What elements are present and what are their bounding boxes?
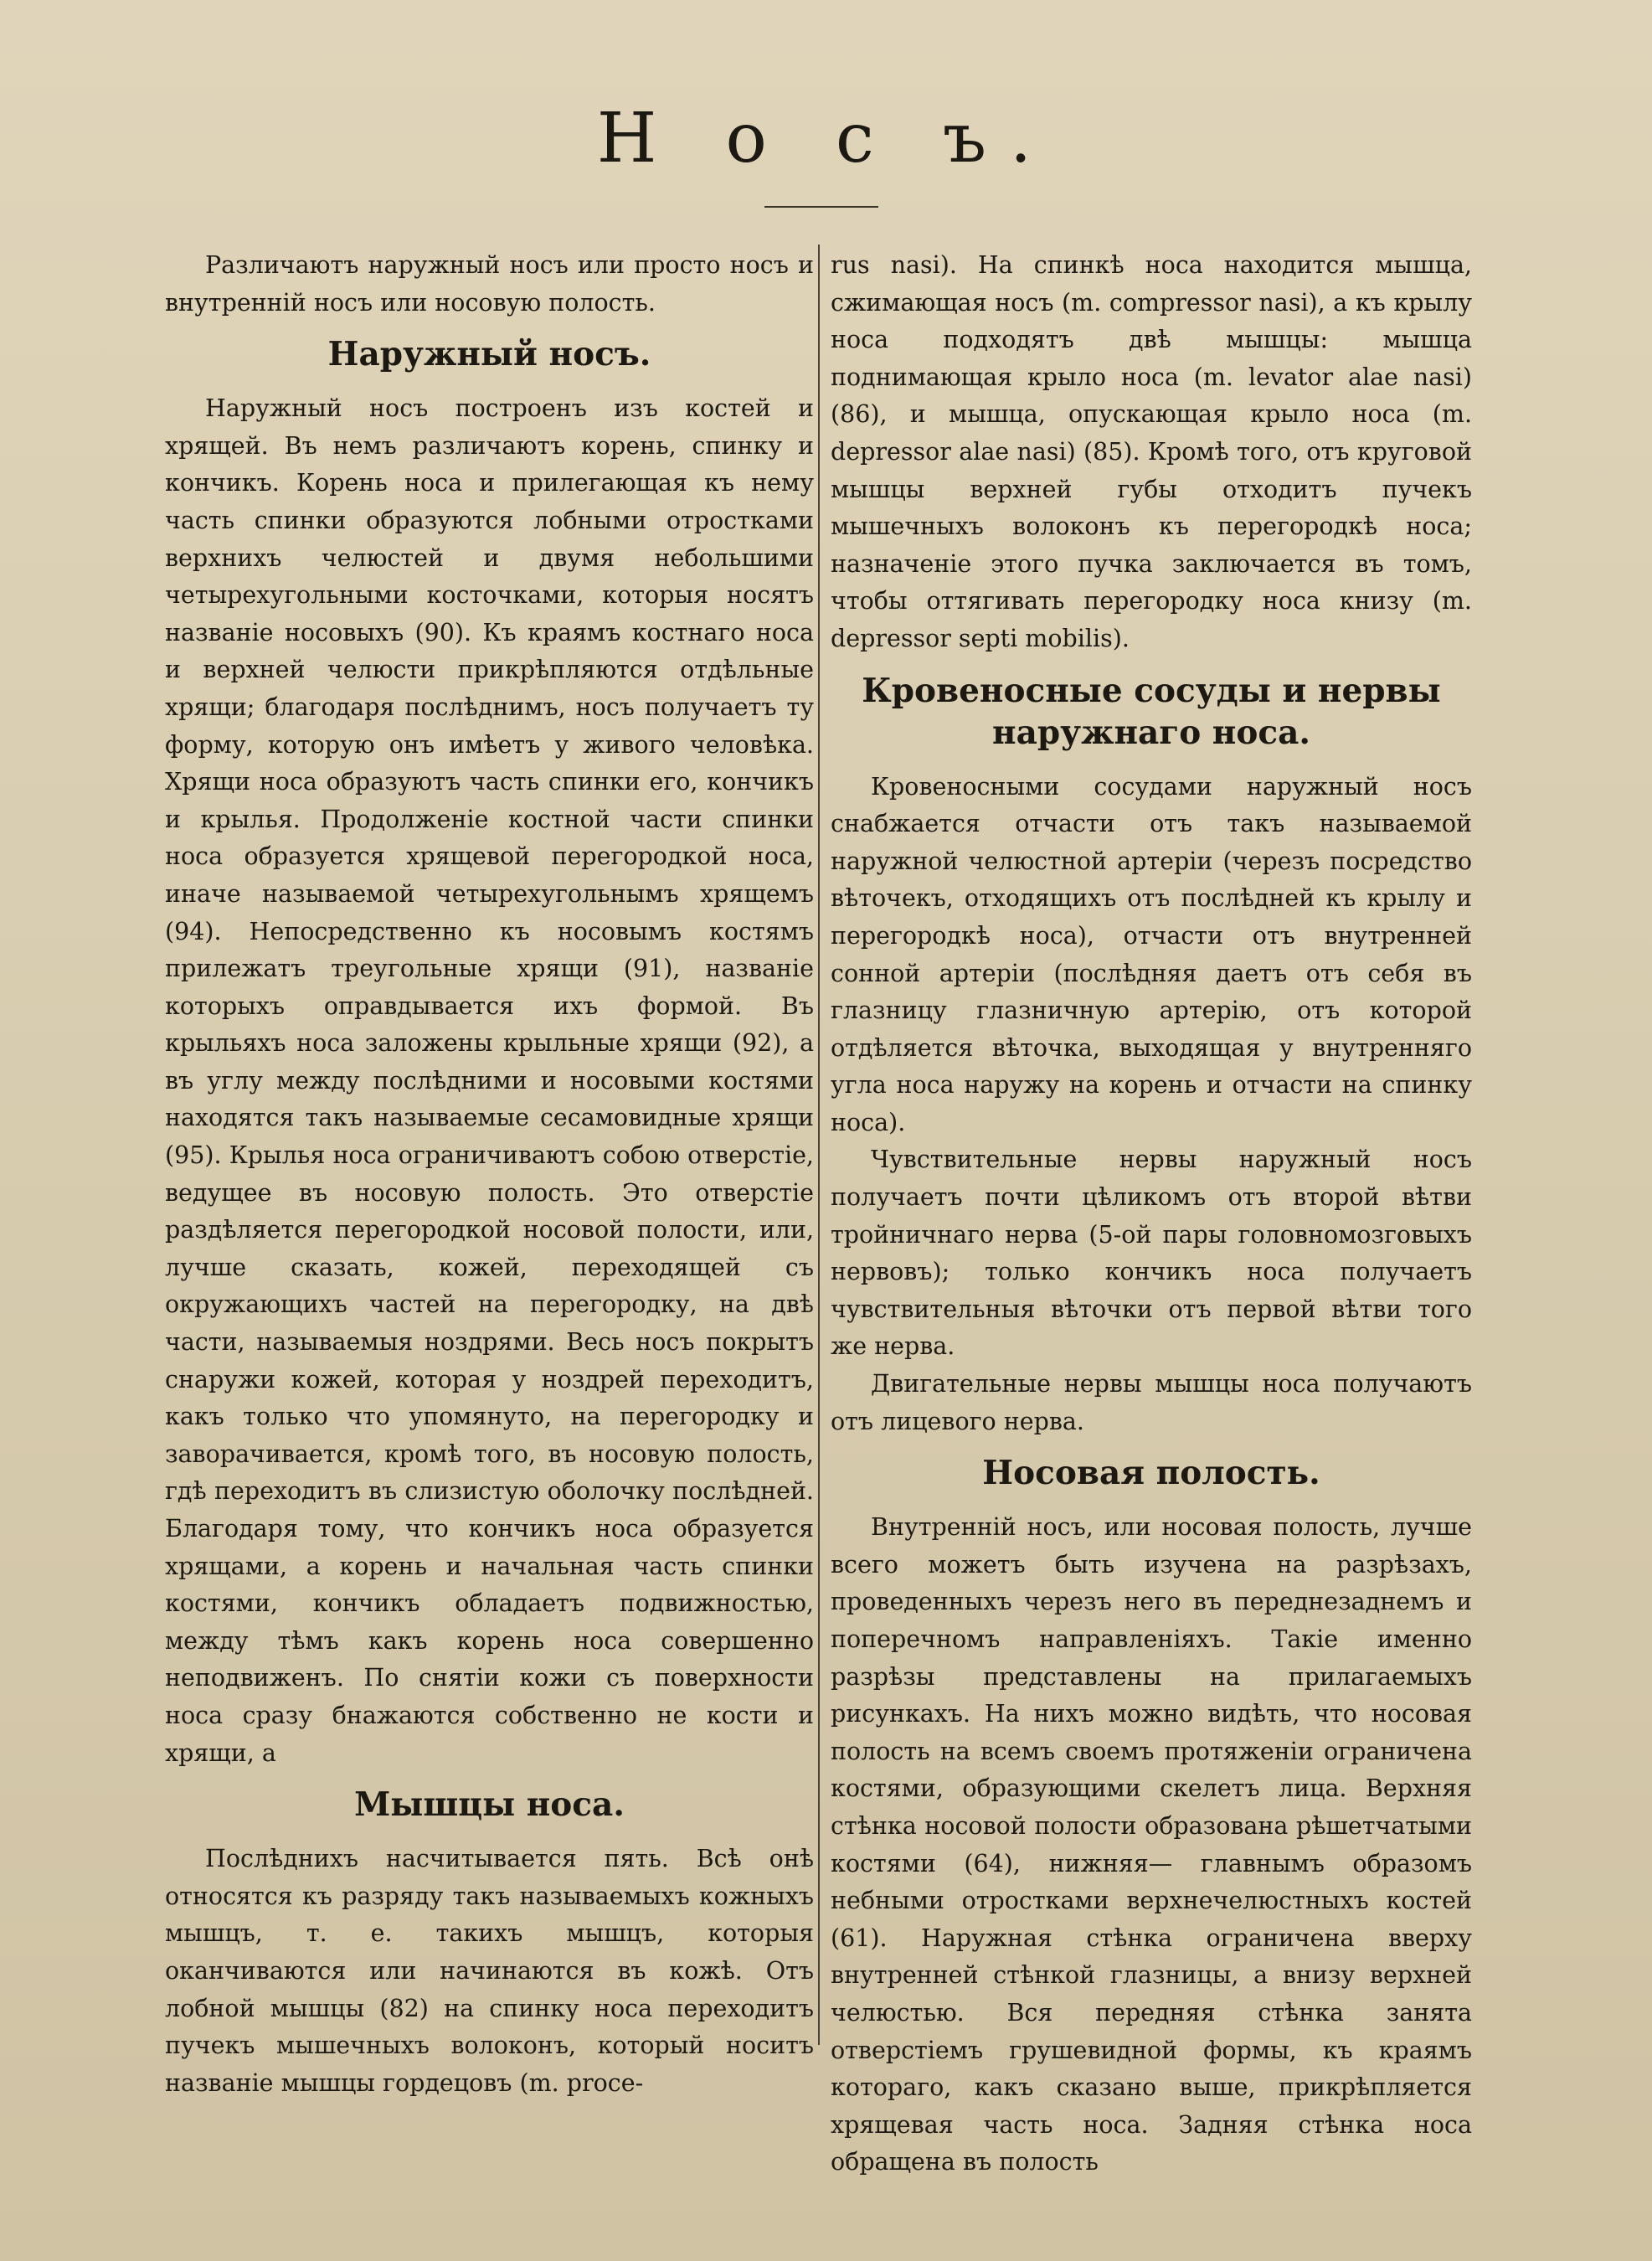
section-heading: Кровеносные сосуды и нервы наружнаго носа. (862, 671, 1441, 752)
paragraph: Различаютъ наружный носъ или просто носъ и внутреннiй носъ или носовую полость. (165, 251, 814, 317)
section-heading: Наружный носъ. (327, 335, 651, 374)
paragraph-continued: rus nasi). На спинкѣ носа находится мышца, сжимающая носъ (m. compressor nasi), а къ крылу носа подходятъ двѣ мышцы: мышца поднимающая крыло носа (m. levator alae nasi) (86), и мышца, опускающая крыло носа (m. depressor alae nasi) (85). Кромѣ того, отъ круговой мышцы верхней губы отходитъ пучекъ мышечныхъ волоконъ къ перегородкѣ носа; назначенiе этого пучка заключается въ томъ, чтобы оттягивать перегородку носа книзу (m. depressor septi mobilis). (831, 251, 1472, 652)
paragraph: Внутреннiй носъ, или носовая полость, лучше всего можетъ быть изучена на разрѣзахъ, проведенныхъ черезъ него въ переднезаднемъ и поперечномъ направленiяхъ. Такiе именно разрѣзы представлены на прилагаемыхъ рисункахъ. На нихъ можно видѣть, что носовая полость на всемъ своемъ протяженiи ограничена костями, образующими скелетъ лица. Верхняя стѣнка носовой полости образована рѣшетчатыми костями (64), нижняя— главнымъ образомъ небными отростками верхнечелюстныхъ костей (61). Наружная стѣнка ограничена вверху внутренней стѣнкой глазницы, а внизу верхней челюстью. Вся передняя стѣнка занята отверстiемъ грушевидной формы, къ краямъ котораго, какъ сказано выше, прикрѣпляется хрящевая часть носа. Задняя стѣнка носа обращена въ полость (831, 1513, 1472, 2176)
left-column (165, 247, 814, 2102)
section-heading: Мышцы носа. (354, 1785, 625, 1825)
paragraph: Двигательные нервы мышцы носа получаютъ отъ лицевого нерва. (831, 1370, 1472, 1435)
section-heading: Носовая полость. (982, 1454, 1320, 1493)
page-title: Н о с ъ. (596, 99, 1056, 178)
paragraph: Кровеносными сосудами наружный носъ снабжается отчасти отъ такъ называемой наружной челюстной артерiи (черезъ посредство вѣточекъ, отходящихъ отъ послѣдней къ крылу и перегородкѣ носа), отчасти отъ внутренней сонной артерiи (послѣдняя даетъ отъ себя въ глазницу глазничную артерiю, отъ которой отдѣляется вѣточка, выходящая у внутренняго угла носа наружу на корень и отчасти на спинку носа). (831, 772, 1472, 1136)
column-divider (818, 245, 820, 2045)
paragraph: Послѣднихъ насчитывается пять. Всѣ онѣ относятся къ разряду такъ называемыхъ кожныхъ мышцъ, т. е. такихъ мышцъ, которыя оканчиваются или начинаются въ кожѣ. Отъ лобной мышцы (82) на спинку носа переходитъ пучекъ мышечныхъ волоконъ, который носитъ названiе мышцы гордецовъ (m. proce- (165, 1845, 814, 2097)
title-rule (764, 206, 878, 208)
paragraph: Чувствительные нервы наружный носъ получаетъ почти цѣликомъ отъ второй вѣтви тройничнаго нерва (5-ой пары головномозговыхъ нервовъ); только кончикъ носа получаетъ чувствительныя вѣточки отъ первой вѣтви того же нерва. (831, 1146, 1472, 1361)
paragraph: Наружный носъ построенъ изъ костей и хрящей. Въ немъ различаютъ корень, спинку и кончикъ. Корень носа и прилегающая къ нему часть спинки образуются лобными отростками верхнихъ челюстей и двумя небольшими четырехугольными косточками, которыя носятъ названiе носовыхъ (90). Къ краямъ костнаго носа и верхней челюсти прикрѣпляются отдѣльные хрящи; благодаря послѣднимъ, носъ получаетъ ту форму, которую онъ имѣетъ у живого человѣка. Хрящи носа образуютъ часть спинки его, кончикъ и крылья. Продолженiе костной части спинки носа образуется хрящевой перегородкой носа, иначе называемой четырехугольнымъ хрящемъ (94). Непосредственно къ носовымъ костямъ прилежатъ треугольные хрящи (91), названiе которыхъ оправдывается ихъ формой. Въ крыльяхъ носа заложены крыльные хрящи (92), а въ углу между послѣдними и носовыми костями находятся такъ называемые сесамовидные хрящи (95). Крылья носа ограничиваютъ собою отверстiе, ведущее въ носовую полость. Это отверстiе раздѣляется перегородкой носовой полости, или, лучше сказать, кожей, переходящей съ окружающихъ частей на перегородку, на двѣ части, называемыя ноздрями. Весь носъ покрытъ снаружи кожей, которая у ноздрей переходитъ, какъ только что упомянуто, на перегородку и заворачивается, кромѣ того, въ носовую полость, гдѣ переходитъ въ слизистую оболочку послѣдней. Благодаря тому, что кончикъ носа образуется хрящами, а корень и начальная часть спинки костями, кончикъ обладаетъ подвижностью, между тѣмъ какъ корень носа совершенно неподвиженъ. По снятiи кожи съ поверхности носа сразу бнажаются собственно не кости и хрящи, а (165, 394, 814, 1767)
right-column (831, 247, 1472, 2181)
